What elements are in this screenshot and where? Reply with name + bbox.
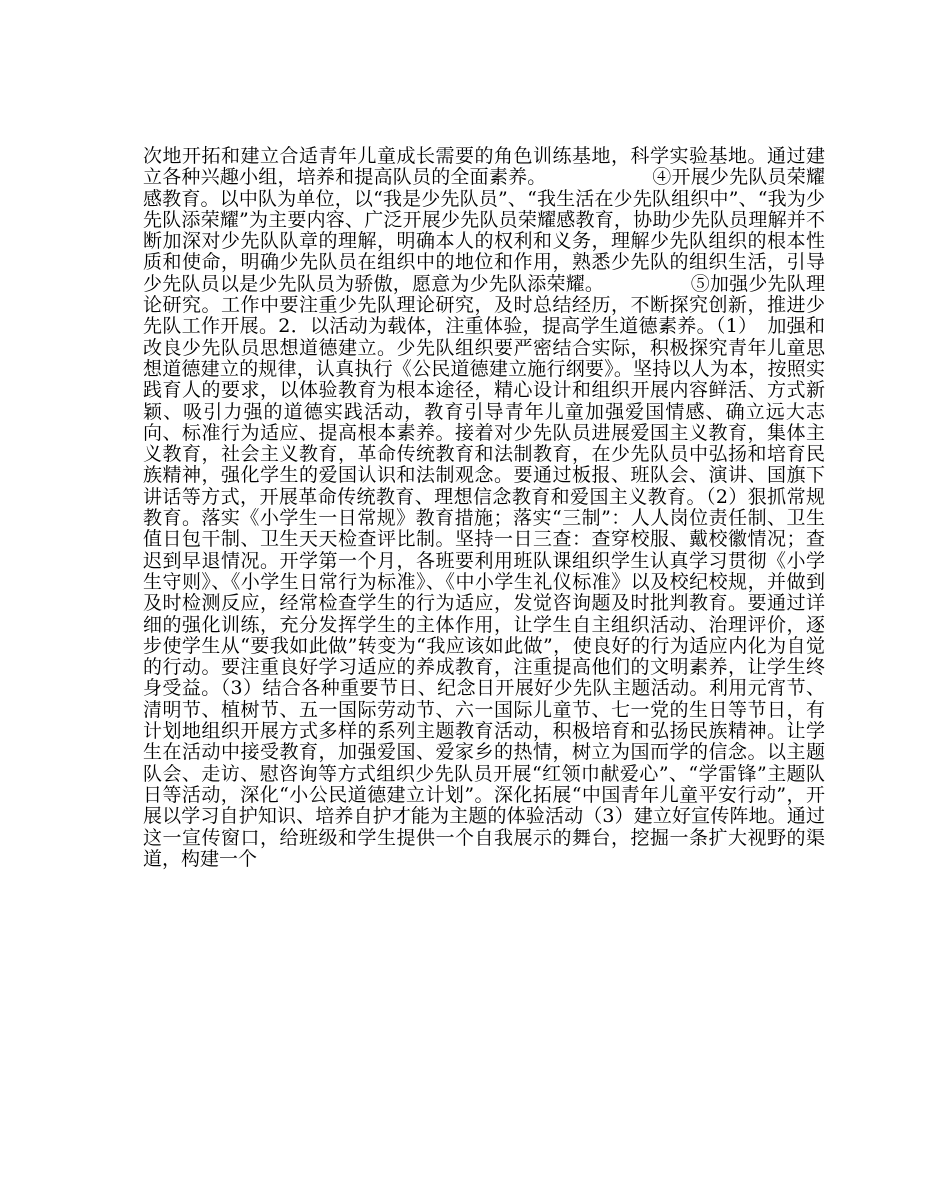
body-text: 次地开拓和建立合适青年儿童成长需要的角色训练基地，科学实验基地。通过建立各种兴趣小组，培养和提高队员的全面素养。 ④开展少先队员荣耀感教育。以中队为单位，以“我是少先队员”、“我生活在少先队组织中”、“我为少先队添荣耀”为主要内容、广泛开展少先队员荣耀感教育，协助少先队员理解并不断加深对少先队队章的理解，明确本人的权利和义务，理解少先队组织的根本性质和使命，明确少先队员在组织中的地位和作用，熟悉少先队的组织生活，引导少先队员以是少先队员为骄傲，愿意为少先队添荣耀。 ⑤加强少先队理论研究。工作中要注重少先队理论研究，及时总结经历，不断探究创新，推进少先队工作开展。2．以活动为载体，注重体验，提高学生道德素养。（1） 加强和改良少先队员思想道德建立。少先队组织要严密结合实际，积极探究青年儿童思想道德建立的规律，认真执行《公民道德建立施行纲要》。坚持以人为本，按照实践育人的要求，以体验教育为根本途径，精心设计和组织开展内容鲜活、方式新颖、吸引力强的道德实践活动，教育引导青年儿童加强爱国情感、确立远大志向、标准行为适应、提高根本素养。接着对少先队员进展爱国主义教育，集体主义教育，社会主义教育，革命传统教育和法制教育，在少先队员中弘扬和培育民族精神，强化学生的爱国认识和法制观念。要通过板报、班队会、演讲、国旗下讲话等方式，开展革命传统教育、理想信念教育和爱国主义教育。（2）狠抓常规教育。落实《小学生一日常规》教育措施；落实“三制”：人人岗位责任制、卫生值日包干制、卫生天天检查评比制。坚持一日三查：查穿校服、戴校徽情况；查迟到早退情况。开学第一个月，各班要利用班队课组织学生认真学习贯彻《小学生守则》、《小学生日常行为标准》、《中小学生礼仪标准》以及校纪校规，并做到及时检测反应，经常检查学生的行为适应，发觉咨询题及时批判教育。要通过详细的强化训练，充分发挥学生的主体作用，让学生自主组织活动、治理评价，逐步使学生从“要我如此做”转变为“我应该如此做”，使良好的行为适应内化为自觉的行动。要注重良好学习适应的养成教育，注重提高他们的文明素养，让学生终身受益。（3）结合各种重要节日、纪念日开展好少先队主题活动。利用元宵节、清明节、植树节、五一国际劳动节、六一国际儿童节、七一党的生日等节日，有计划地组织开展方式多样的系列主题教育活动，积极培育和弘扬民族精神。让学生在活动中接受教育，加强爱国、爱家乡的热情，树立为国而学的信念。以主题队会、走访、慰咨询等方式组织少先队员开展“红领巾献爱心”、“学雷锋”主题队日等活动，深化“小公民道德建立计划”。深化拓展“中国青年儿童平安行动”，开展以学习自护知识、培养自护才能为主题的体验活动（3）建立好宣传阵地。通过这一宣传窗口，给班级和学生提供一个自我展示的舞台，挖掘一条扩大视野的渠道，构建一个 (143, 145, 825, 870)
